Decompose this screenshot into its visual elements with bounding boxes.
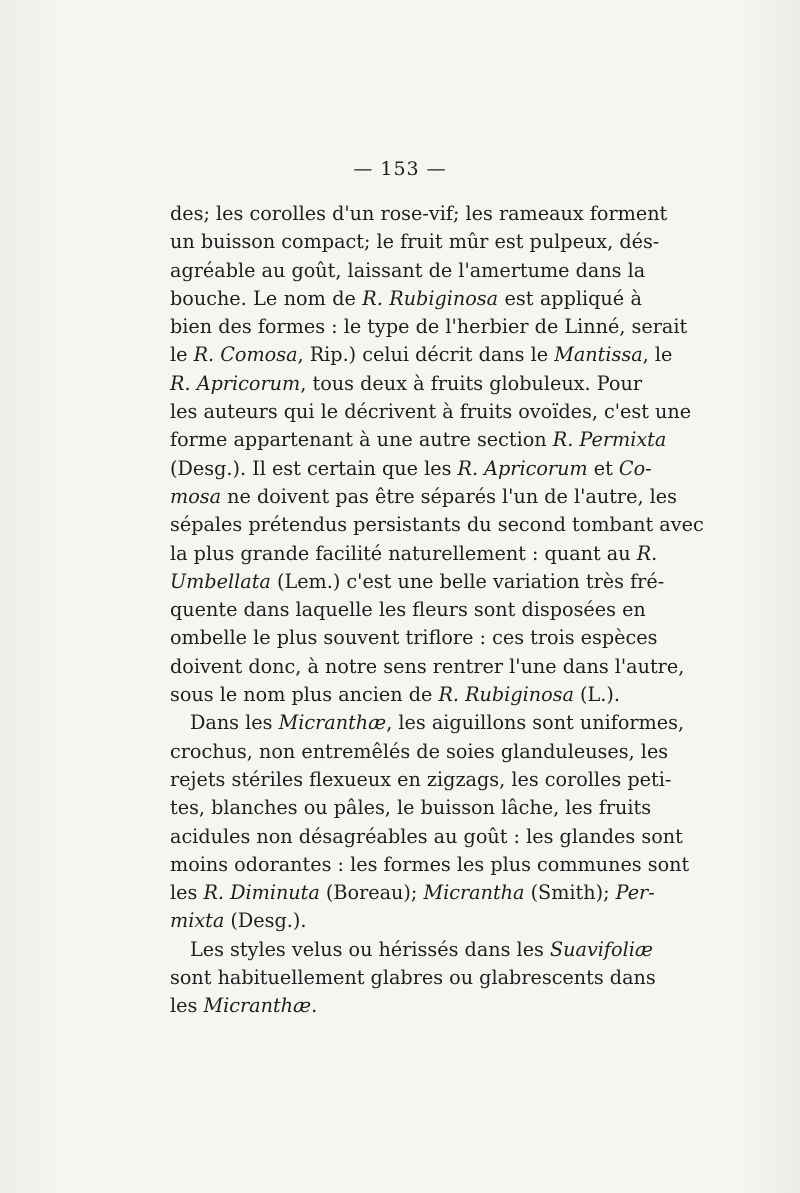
paragraph-2-continued — [170, 738, 690, 936]
page-number: — 153 — — [353, 158, 447, 180]
text-line: mixta (Desg.). — [170, 909, 307, 933]
text-line: sous le nom plus ancien de R. Rubiginosa (L.). — [170, 683, 620, 707]
text-line: un buisson compact; le fruit mûr est pulpeux, dés- — [170, 230, 660, 254]
text-line: des; les corolles d'un rose-vif; les rameaux forment — [170, 202, 668, 225]
text-line: moins odorantes : les formes les plus communes sont — [170, 852, 690, 876]
text-line: Les styles velus ou hérissés dans les Suavifoliæ — [190, 937, 653, 961]
text-line: rejets stériles flexueux en zigzags, les corolles peti- — [170, 767, 672, 791]
text-line: bien des formes : le type de l'herbier de Linné, serait — [170, 315, 688, 339]
text-line: les R. Diminuta (Boreau); Micrantha (Smith); Per- — [170, 881, 655, 905]
text-line: acidules non désagréables au goût : les glandes sont — [170, 824, 683, 848]
paragraph-1 — [170, 200, 704, 709]
text-line: crochus, non entremêlés de soies glanduleuses, les — [170, 739, 669, 763]
text-line: (Desg.). Il est certain que les R. Apricorum et Co- — [170, 456, 652, 480]
text-line: Umbellata (Lem.) c'est une belle variation très fré- — [170, 569, 665, 593]
paragraph-3 — [170, 936, 653, 964]
text-line: les auteurs qui le décrivent à fruits ovoïdes, c'est une — [170, 400, 692, 424]
text-line: ombelle le plus souvent triflore : ces trois espèces — [170, 626, 658, 650]
text-line: tes, blanches ou pâles, le buisson lâche, les fruits — [170, 796, 652, 820]
text-line: les Micranthæ. — [170, 994, 318, 1018]
text-line: la plus grande facilité naturellement : quant au R. — [170, 541, 658, 565]
text-line: bouche. Le nom de R. Rubiginosa est appliqué à — [170, 286, 642, 310]
text-line: agréable au goût, laissant de l'amertume dans la — [170, 258, 646, 282]
body-text — [170, 200, 704, 1021]
text-line: sépales prétendus persistants du second tombant avec — [170, 513, 704, 537]
text-line: sont habituellement glabres ou glabrescents dans — [170, 966, 656, 990]
text-line: mosa ne doivent pas être séparés l'un de l'autre, les — [170, 484, 677, 508]
text-line: Dans les Micranthæ, les aiguillons sont uniformes, — [190, 711, 685, 735]
text-line: le R. Comosa, Rip.) celui décrit dans le Mantissa, le — [170, 343, 673, 367]
text-line: R. Apricorum, tous deux à fruits globuleux. Pour — [170, 371, 642, 395]
paragraph-2 — [170, 709, 685, 737]
text-line: quente dans laquelle les fleurs sont disposées en — [170, 598, 646, 622]
paragraph-3-continued — [170, 964, 656, 1021]
text-line: doivent donc, à notre sens rentrer l'une dans l'autre, — [170, 654, 685, 678]
text-line: forme appartenant à une autre section R. Permixta — [170, 428, 667, 452]
